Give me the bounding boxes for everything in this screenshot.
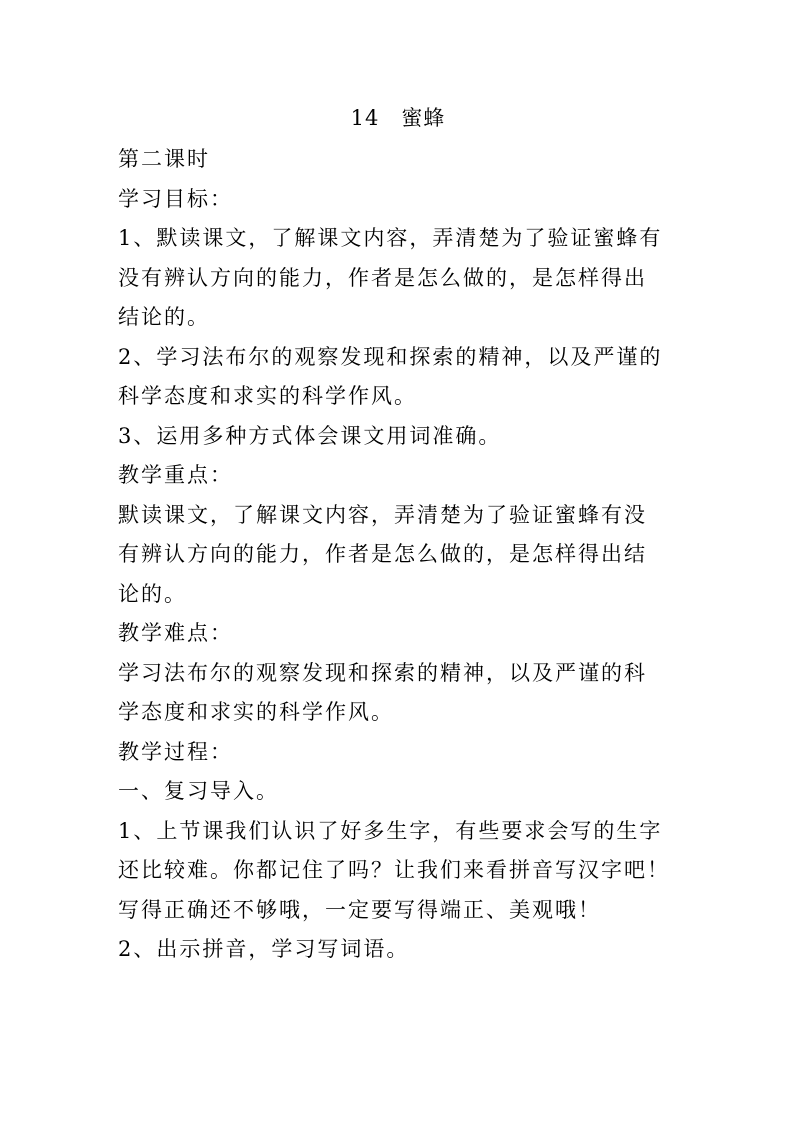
key-points-line-1: 默读课文，了解课文内容，弄清楚为了验证蜜蜂有没 bbox=[118, 502, 647, 527]
section-heading-difficulties: 教学难点： bbox=[118, 621, 233, 645]
key-points-line-2: 有辨认方向的能力，作者是怎么做的，是怎样得出结 bbox=[118, 542, 647, 566]
objective-1-line-2: 没有辨认方向的能力，作者是怎么做的，是怎样得出 bbox=[118, 265, 647, 290]
process-item-2: 2、出示拼音，学习写词语。 bbox=[118, 937, 410, 961]
document-page bbox=[118, 96, 678, 970]
objective-1-line-3: 结论的。 bbox=[118, 305, 210, 329]
document-title: 14 蜜蜂 bbox=[350, 106, 446, 130]
lesson-period: 第二课时 bbox=[118, 147, 210, 171]
process-item-1-line-3: 写得正确还不够哦，一定要写得端正、美观哦！ bbox=[118, 897, 601, 922]
section-heading-objectives: 学习目标： bbox=[118, 186, 233, 211]
objective-3: 3、运用多种方式体会课文用词准确。 bbox=[118, 423, 502, 448]
process-item-1-line-2: 还比较难。你都记住了吗？让我们来看拼音写汉字吧！ bbox=[118, 858, 670, 882]
section-heading-key-points: 教学重点： bbox=[118, 463, 233, 487]
difficulties-line-2: 学态度和求实的科学作风。 bbox=[118, 700, 394, 724]
difficulties-line-1: 学习法布尔的观察发现和探索的精神，以及严谨的科 bbox=[118, 660, 647, 685]
process-step-heading-1: 一、复习导入。 bbox=[118, 779, 279, 803]
objective-1-line-1: 1、默读课文，了解课文内容，弄清楚为了验证蜜蜂有 bbox=[118, 226, 663, 250]
objective-2-line-2: 科学态度和求实的科学作风。 bbox=[118, 384, 417, 408]
key-points-line-3: 论的。 bbox=[118, 581, 187, 606]
process-item-1-line-1: 1、上节课我们认识了好多生字，有些要求会写的生字 bbox=[118, 818, 663, 843]
objective-2-line-1: 2、学习法布尔的观察发现和探索的精神，以及严谨的 bbox=[118, 344, 663, 369]
section-heading-process: 教学过程： bbox=[118, 739, 233, 764]
